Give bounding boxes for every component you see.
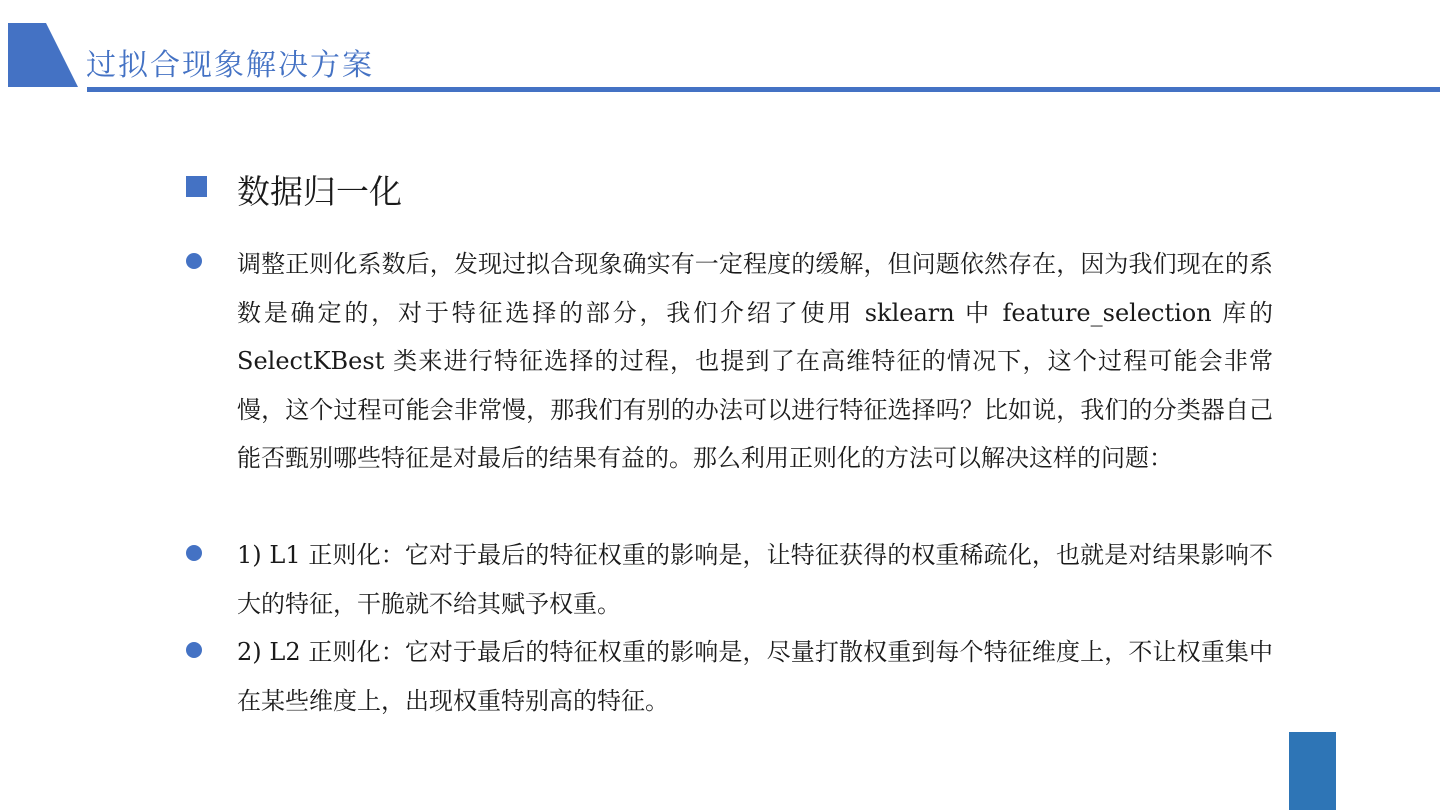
bullet-text-l2: 2) L2 正则化：它对于最后的特征权重的影响是，尽量打散权重到每个特征维度上，不让权重集中在某些维度上，出现权重特别高的特征。 [237, 638, 1273, 715]
page-title: 过拟合现象解决方案 [86, 48, 374, 83]
header-accent-shape [8, 23, 78, 87]
bullet-text-l1: 1) L1 正则化：它对于最后的特征权重的影响是，让特征获得的权重稀疏化，也就是对结果影响不大的特征，干脆就不给其赋予权重。 [237, 541, 1273, 618]
bullet-dot-icon [186, 545, 202, 561]
header-divider [87, 87, 1440, 92]
bullet-dot-icon [186, 642, 202, 658]
square-bullet-icon [186, 176, 207, 197]
corner-decoration [1289, 732, 1336, 810]
section-heading: 数据归一化 [237, 172, 402, 211]
bullet-text-intro: 调整正则化系数后，发现过拟合现象确实有一定程度的缓解，但问题依然存在，因为我们现在的系数是确定的，对于特征选择的部分，我们介绍了使用 sklearn 中 feature_selection 库的 SelectKBest 类来进行特征选择的过程，也提到了在高维特征的情况下，这个过程可能会非常慢，这个过程可能会非常慢，那我们有别的办法可以进行特征选择吗？比如说，我们的分类器自己能否甄别哪些特征是对最后的结果有益的。那么利用正则化的方法可以解决这样的问题： [237, 250, 1273, 473]
bullet-dot-icon [186, 253, 202, 269]
